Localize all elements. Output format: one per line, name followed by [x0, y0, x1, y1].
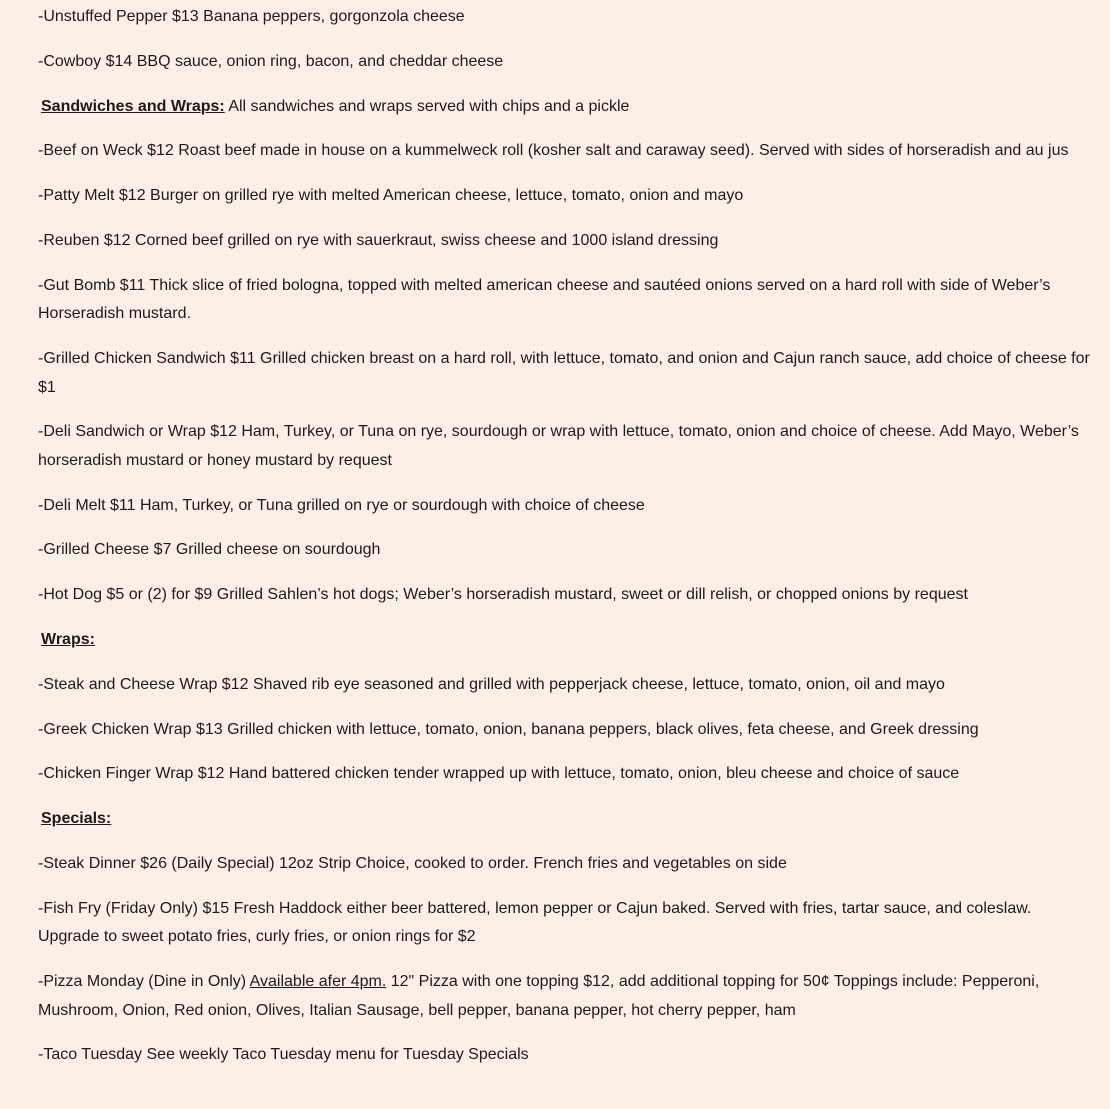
menu-item-grilled-chicken-sandwich: -Grilled Chicken Sandwich $11 Grilled chicken breast on a hard roll, with lettuce, tomato, and onion and Cajun ranch sauce, add choice of cheese for $1	[38, 350, 1090, 396]
specials-heading-line	[38, 805, 1093, 834]
menu-item-fish-fry: -Fish Fry (Friday Only) $15 Fresh Haddock either beer battered, lemon pepper or Cajun baked. Served with fries, tartar sauce, and coleslaw. Upgrade to sweet potato fries, curly fries, or onion rings for $2	[38, 899, 1032, 946]
menu-item-reuben: -Reuben $12 Corned beef grilled on rye with sauerkraut, swiss cheese and 1000 island dressing	[38, 231, 719, 249]
menu-item-hot-dog: -Hot Dog $5 or (2) for $9 Grilled Sahlen’s hot dogs; Weber’s horseradish mustard, sweet or dill relish, or chopped onions by request	[38, 586, 968, 604]
menu-content	[38, 3, 1093, 1086]
pizza-monday-prefix: -Pizza Monday (Dine in Only)	[38, 973, 250, 991]
menu-item-steak-dinner: -Steak Dinner $26 (Daily Special) 12oz Strip Choice, cooked to order. French fries and vegetables on side	[38, 855, 787, 873]
menu-item-taco-tuesday: -Taco Tuesday See weekly Taco Tuesday menu for Tuesday Specials	[38, 1046, 529, 1064]
menu-item-patty-melt: -Patty Melt $12 Burger on grilled rye with melted American cheese, lettuce, tomato, onion and mayo	[38, 187, 744, 205]
menu-item-deli-melt: -Deli Melt $11 Ham, Turkey, or Tuna grilled on rye or sourdough with choice of cheese	[38, 496, 645, 514]
menu-item-unstuffed-pepper: -Unstuffed Pepper $13 Banana peppers, gorgonzola cheese	[38, 8, 465, 25]
sandwiches-note: All sandwiches and wraps served with chips and a pickle	[224, 97, 630, 115]
menu-item-cowboy: -Cowboy $14 BBQ sauce, onion ring, bacon, and cheddar cheese	[38, 52, 504, 70]
menu-item-beef-on-weck: -Beef on Weck $12 Roast beef made in house on a kummelweck roll (kosher salt and caraway seed). Served with sides of horseradish and au jus	[38, 142, 1069, 160]
pizza-monday-details: 12" Pizza with one topping $12, add additional topping for 50¢ Toppings include: Pepperoni, Mushroom, Onion, Red onion, Olives, Italian Sausage, bell pepper, banana pepper, hot cherry pepper, ham	[38, 973, 1040, 1019]
specials-heading: Specials:	[41, 810, 112, 828]
menu-item-steak-and-cheese-wrap: -Steak and Cheese Wrap $12 Shaved rib eye seasoned and grilled with pepperjack cheese, lettuce, tomato, onion, oil and mayo	[38, 675, 945, 693]
sandwiches-heading: Sandwiches and Wraps:	[41, 97, 225, 115]
sandwiches-heading-line	[38, 93, 1093, 122]
menu-item-gut-bomb: -Gut Bomb $11 Thick slice of fried bologna, topped with melted american cheese and sautéed onions served on a hard roll with side of Weber’s Horseradish mustard.	[38, 276, 1051, 323]
pizza-availability-link[interactable]: Available afer 4pm.	[249, 973, 387, 991]
menu-item-chicken-finger-wrap: -Chicken Finger Wrap $12 Hand battered chicken tender wrapped up with lettuce, tomato, onion, bleu cheese and choice of sauce	[38, 765, 960, 783]
menu-item-greek-chicken-wrap: -Greek Chicken Wrap $13 Grilled chicken with lettuce, tomato, onion, banana peppers, black olives, feta cheese, and Greek dressing	[38, 720, 979, 738]
menu-item-pizza-monday	[38, 968, 1093, 1025]
wraps-heading-line	[38, 626, 1093, 655]
menu-item-deli-sandwich-or-wrap: -Deli Sandwich or Wrap $12 Ham, Turkey, or Tuna on rye, sourdough or wrap with lettuce, tomato, onion and choice of cheese. Add Mayo, Weber’s horseradish mustard or honey mustard by request	[38, 423, 1079, 469]
wraps-heading: Wraps:	[41, 631, 95, 649]
menu-item-grilled-cheese: -Grilled Cheese $7 Grilled cheese on sourdough	[38, 541, 381, 559]
